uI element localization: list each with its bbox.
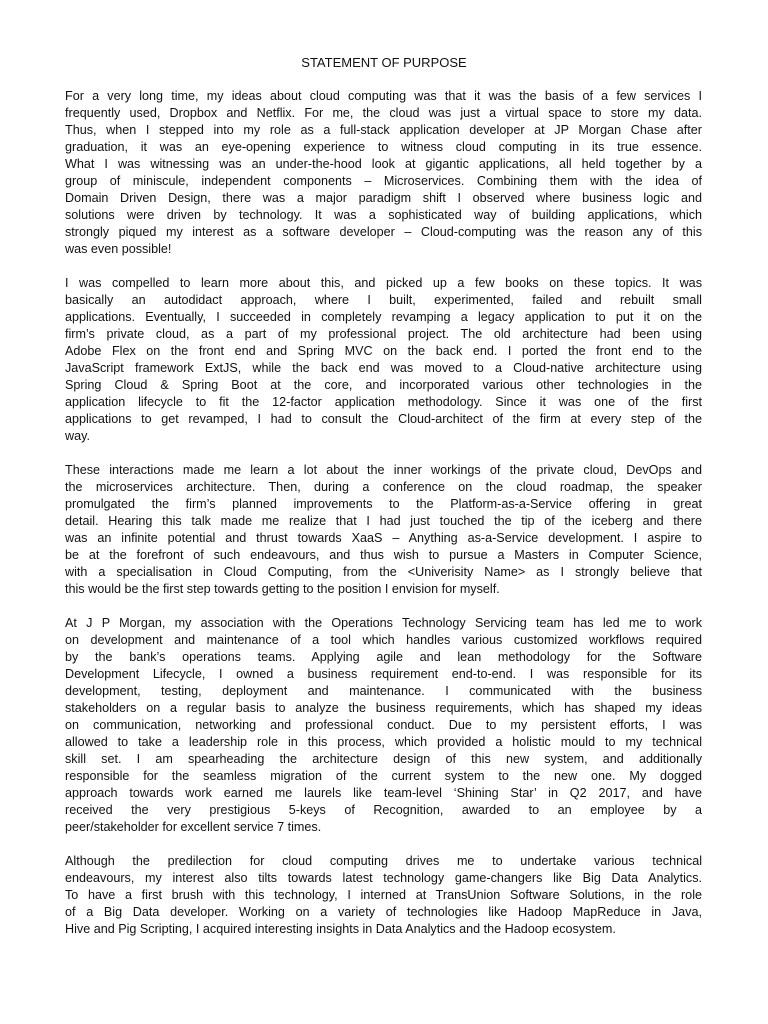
- text-line: approach towards work earned me laurels like team-level ‘Shining Star’ in Q2 2017, and have: [65, 786, 702, 800]
- text-line: basically an autodidact approach, where I built, experimented, failed and rebuilt small: [65, 293, 702, 307]
- text-line: Adobe Flex on the front end and Spring MVC on the back end. I ported the front end to the: [65, 344, 702, 358]
- paragraph-2: [65, 275, 702, 445]
- text-line: JavaScript framework ExtJS, while the back end was moved to a Cloud-native architecture using: [65, 361, 702, 375]
- text-line: on development and maintenance of a tool which handles various customized workflows required: [65, 633, 702, 647]
- text-line: allowed to take a leadership role in this process, which provided a holistic mould to my technical: [65, 735, 702, 749]
- text-line: Domain Driven Design, there was a major paradigm shift I observed where business logic and: [65, 191, 702, 205]
- text-line: Thus, when I stepped into my role as a full-stack application developer at JP Morgan Chase after: [65, 123, 702, 137]
- text-line: These interactions made me learn a lot about the inner workings of the private cloud, DevOps and: [65, 463, 702, 477]
- text-line: development, testing, deployment and maintenance. I communicated with the business: [65, 684, 702, 698]
- text-line: skill set. I am spearheading the architecture design of this new system, and additionally: [65, 752, 702, 766]
- text-line: solutions were driven by technology. It was a sophisticated way of building applications, which: [65, 208, 702, 222]
- text-line: Spring Cloud & Spring Boot at the core, and incorporated various other technologies in the: [65, 378, 702, 392]
- text-line: For a very long time, my ideas about cloud computing was that it was the basis of a few services I: [65, 89, 702, 103]
- text-line: application lifecycle to fit the 12-factor application methodology. Since it was one of the first: [65, 395, 702, 409]
- text-line: group of miniscule, independent components – Microservices. Combining them with the idea of: [65, 174, 702, 188]
- text-line: peer/stakeholder for excellent service 7 times.: [65, 820, 322, 834]
- text-line: responsible for the seamless migration of the current system to the new one. My dogged: [65, 769, 702, 783]
- text-line: I was compelled to learn more about this, and picked up a few books on these topics. It was: [65, 276, 702, 290]
- text-line: graduation, it was an eye-opening experience to witness cloud computing in its true essence.: [65, 140, 702, 154]
- text-line: was even possible!: [65, 242, 172, 256]
- text-line: Although the predilection for cloud computing drives me to undertake various technical: [65, 854, 702, 868]
- paragraph-5: [65, 853, 702, 938]
- text-line: Hive and Pig Scripting, I acquired interesting insights in Data Analytics and the Hadoop ecosystem.: [65, 922, 616, 936]
- text-line: endeavours, my interest also tilts towards latest technology game-changers like Big Data Analytics.: [65, 871, 702, 885]
- text-line: stakeholders on a regular basis to analyze the business requirements, which has shaped my ideas: [65, 701, 702, 715]
- text-line: was an infinite potential and thrust towards XaaS – Anything as-a-Service development. I aspire to: [65, 531, 702, 545]
- text-line: this would be the first step towards getting to the position I envision for myself.: [65, 582, 500, 596]
- text-line: promulgated the firm’s planned improvements to the Platform-as-a-Service offering in great: [65, 497, 702, 511]
- text-line: on communication, networking and professional conduct. Due to my persistent efforts, I was: [65, 718, 702, 732]
- text-line: strongly piqued my interest as a software developer – Cloud-computing was the reason any of this: [65, 225, 702, 239]
- text-line: with a specialisation in Cloud Computing, from the <Univerisity Name> as I strongly believe that: [65, 565, 702, 579]
- text-line: detail. Hearing this talk made me realize that I had just touched the tip of the iceberg and there: [65, 514, 702, 528]
- text-line: To have a first brush with this technology, I interned at TransUnion Software Solutions, in the role: [65, 888, 702, 902]
- text-line: way.: [65, 429, 90, 443]
- text-line: applications to get revamped, I had to consult the Cloud-architect of the firm at every step of the: [65, 412, 702, 426]
- text-line: the microservices architecture. Then, during a conference on the cloud roadmap, the speaker: [65, 480, 702, 494]
- text-line: received the very prestigious 5-keys of Recognition, awarded to an employee by a: [65, 803, 702, 817]
- text-line: by the bank’s operations teams. Applying agile and lean methodology for the Software: [65, 650, 702, 664]
- paragraph-1: [65, 88, 702, 258]
- text-line: of a Big Data developer. Working on a variety of technologies like Hadoop MapReduce in Java,: [65, 905, 702, 919]
- text-line: What I was witnessing was an under-the-hood look at gigantic applications, all held together by a: [65, 157, 702, 171]
- document-title: STATEMENT OF PURPOSE: [301, 55, 467, 70]
- document-body: [65, 88, 702, 955]
- text-line: At J P Morgan, my association with the Operations Technology Servicing team has led me to work: [65, 616, 702, 630]
- paragraph-4: [65, 615, 702, 836]
- text-line: firm’s private cloud, as a part of my professional project. The old architecture had been using: [65, 327, 702, 341]
- text-line: applications. Eventually, I succeeded in completely revamping a legacy application to put it on the: [65, 310, 702, 324]
- text-line: be at the forefront of such endeavours, and thus wish to pursue a Masters in Computer Science,: [65, 548, 702, 562]
- text-line: Development Lifecycle, I owned a business requirement end-to-end. I was responsible for its: [65, 667, 702, 681]
- text-line: frequently used, Dropbox and Netflix. For me, the cloud was just a virtual space to store my data.: [65, 106, 702, 120]
- paragraph-3: [65, 462, 702, 598]
